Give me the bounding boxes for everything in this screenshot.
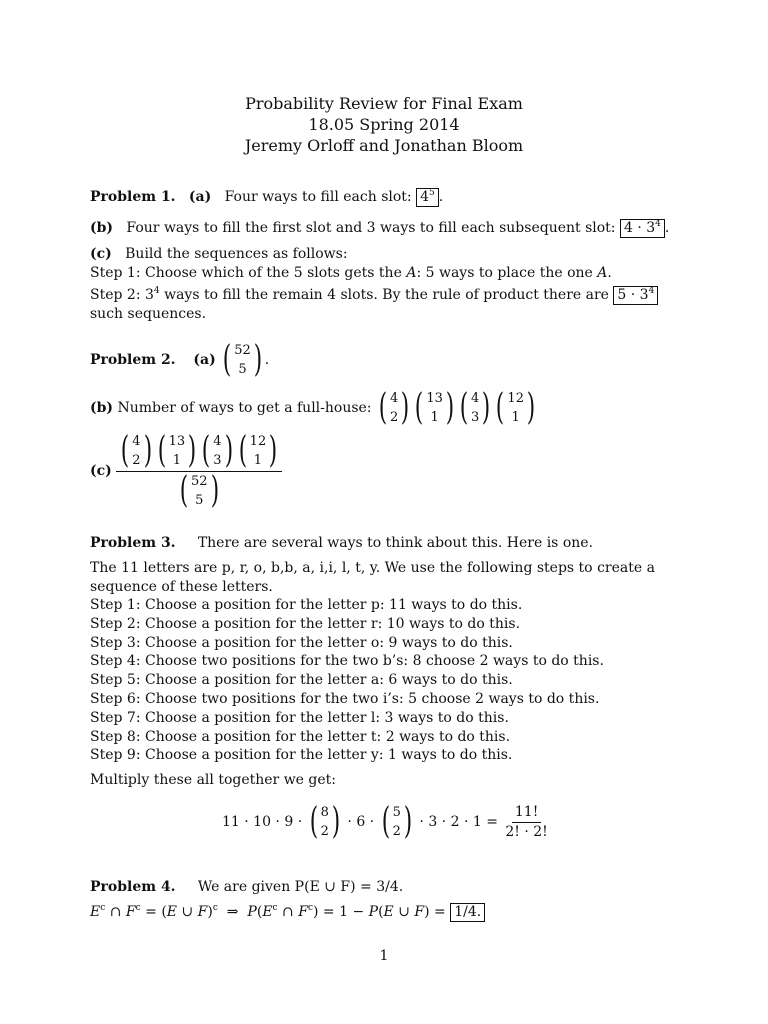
- binomial-4-3: ( 4 3 ): [459, 387, 491, 428]
- part-b-text: Four ways to fill the first slot and 3 ways to fill each subsequent slot:: [126, 220, 616, 236]
- binomial-12-1: ( 12 1 ): [496, 387, 536, 428]
- problem-1-part-b: (b) Four ways to fill the first slot and 3 ways to fill each subsequent slot: $4 \cdot 3^4$ .: [90, 219, 670, 236]
- answer-box-4: 1/4.: [450, 903, 485, 922]
- page-number: 1: [379, 948, 389, 964]
- problem-3-desc-1: The 11 letters are p, r, o, b,b, a, i,i, l, t, y. We use the following steps to create a: [90, 560, 655, 576]
- multinomial-fraction: $\frac{11!}{2! \cdot 2!}$: [505, 803, 548, 840]
- problem-2-part-b: [90, 388, 538, 428]
- binomial-13-1: ( 13 1 ): [415, 387, 455, 428]
- step-item: Step 2: Choose a position for the letter r: 10 ways to do this.: [90, 615, 521, 632]
- problem-3-equation: 11 · 10 · 9 · ( 8 2 ) · 6 · ( 5 2 ) · 3 · 2 · 1 = $\frac{11!}{2! \cdot 2!}$: [222, 802, 551, 842]
- step-item: Step 5: Choose a position for the letter a: 6 ways to do this.: [90, 672, 513, 689]
- problem-2-part-a: Problem 2. (a) ( 52 5 ) .: [90, 339, 270, 380]
- problem-2-heading: Problem 2.: [90, 352, 176, 368]
- part-c-text: Build the sequences as follows:: [125, 246, 348, 262]
- step-item: Step 7: Choose a position for the letter l: 3 ways to do this.: [90, 709, 509, 726]
- problem-4-intro: Problem 4. We are given P(E ∪ F) = 3/4.: [90, 879, 404, 895]
- binomial-52-5: ( 52 5 ): [222, 339, 262, 380]
- binomial-4-2: ( 4 2 ): [378, 387, 410, 428]
- problem-3-steps: [90, 596, 604, 765]
- full-house-probability-fraction: ( 4 2 ) ( 13 1 ) ( 4 3 ) ( 12 1 ) ( 52 5 ): [116, 432, 282, 510]
- answer-box-1b: $4 \cdot 3^4$: [620, 219, 665, 238]
- part-a-label: (a): [188, 189, 212, 205]
- step-item: Step 4: Choose two positions for the two b’s: 8 choose 2 ways to do this.: [90, 653, 604, 670]
- problem-3-intro: Problem 3. There are several ways to think about this. Here is one.: [90, 535, 593, 551]
- step-item: Step 8: Choose a position for the letter t: 2 ways to do this.: [90, 728, 511, 745]
- p2-part-b-text: Number of ways to get a full-house:: [117, 400, 372, 416]
- binomial-5-2: ( 5 2 ): [381, 801, 413, 842]
- step-item: Step 3: Choose a position for the letter o: 9 ways to do this.: [90, 634, 513, 651]
- problem-1-tail: such sequences.: [90, 306, 207, 322]
- problem-1-part-c: [90, 245, 348, 263]
- document-title: Probability Review for Final Exam: [245, 94, 523, 113]
- problem-1-heading: Problem 1.: [90, 189, 176, 205]
- course-line: 18.05 Spring 2014: [308, 115, 460, 134]
- problem-2-part-c: [90, 432, 282, 510]
- problem-3-heading: Problem 3.: [90, 535, 176, 551]
- step-item: Step 9: Choose a position for the letter y: 1 ways to do this.: [90, 747, 513, 764]
- authors-line: Jeremy Orloff and Jonathan Bloom: [244, 136, 524, 155]
- p2-part-b-label: (b): [90, 400, 114, 416]
- p2-part-a-label: (a): [193, 352, 216, 368]
- problem-3-desc-2: sequence of these letters.: [90, 579, 273, 595]
- problem-3-multiply: Multiply these all together we get:: [90, 772, 337, 788]
- step-item: Step 1: Choose a position for the letter p: 11 ways to do this.: [90, 597, 523, 613]
- binomial-8-2: ( 8 2 ): [309, 801, 341, 842]
- problem-4-heading: Problem 4.: [90, 879, 176, 895]
- answer-box-1c: $5 \cdot 3^4$: [613, 286, 658, 305]
- p2-part-c-label: (c): [90, 463, 112, 479]
- problem-4-derivation: $E^c$ ∩ $F^c = (E$ ∪ F)$^c$ ⇒ $P(E^c$ ∩ $F^c) = 1 - P(E$ ∪ F) = 1/4.: [90, 903, 485, 922]
- step-item: Step 6: Choose two positions for the two i’s: 5 choose 2 ways to do this.: [90, 690, 600, 707]
- problem-1-step-2: Step 2: $3^4$ ways to fill the remain 4 slots. By the rule of product there are $5 \cdot 3^4$: [90, 286, 658, 305]
- part-b-label: (b): [90, 220, 114, 236]
- problem-1-part-a: Problem 1. (a) Four ways to fill each slot: $4^5$ .: [90, 188, 444, 205]
- part-a-text: Four ways to fill each slot:: [224, 189, 412, 205]
- answer-box-1a: $4^5$: [416, 188, 439, 207]
- problem-1-step-1: Step 1: Choose which of the 5 slots gets the A: 5 ways to place the one A.: [90, 265, 612, 281]
- part-c-label: (c): [90, 246, 112, 262]
- title-block: [0, 93, 768, 156]
